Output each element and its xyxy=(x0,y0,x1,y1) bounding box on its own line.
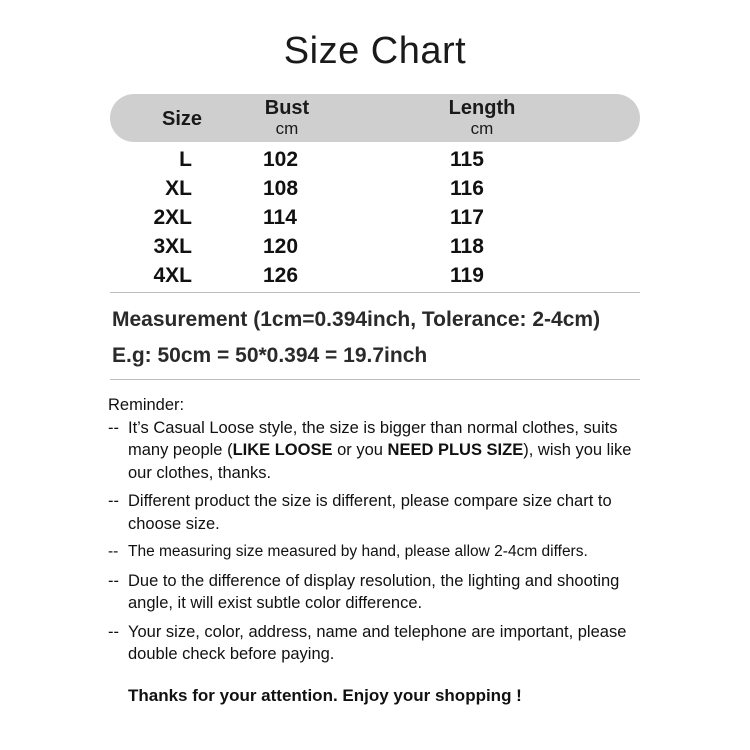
reminder-item xyxy=(108,541,648,564)
bullet-dash: -- xyxy=(108,418,119,437)
header-length xyxy=(430,96,534,138)
divider-bottom xyxy=(110,379,640,380)
bullet-dash: -- xyxy=(108,622,119,641)
table-row xyxy=(0,175,750,204)
size-cell: XL xyxy=(165,177,192,200)
thanks-message: Thanks for your attention. Enjoy your shopping ! xyxy=(128,686,522,705)
reminder-heading: Reminder: xyxy=(108,396,185,414)
bust-cell: 126 xyxy=(263,264,299,287)
reminder-text: or you xyxy=(332,441,388,459)
bullet-dash: -- xyxy=(108,492,119,510)
reminder-item xyxy=(108,490,648,535)
bust-cell: 108 xyxy=(263,177,299,200)
bullet-dash: -- xyxy=(108,571,119,590)
table-row xyxy=(0,146,750,175)
table-row xyxy=(0,233,750,262)
table-row xyxy=(0,204,750,233)
reminder-text: The measuring size measured by hand, please allow 2-4cm differs. xyxy=(128,543,588,560)
size-table-body xyxy=(0,146,750,291)
reminder-item xyxy=(108,570,648,615)
header-length-label: Length xyxy=(448,97,516,119)
header-size xyxy=(150,106,214,132)
reminder-emphasis: LIKE LOOSE xyxy=(232,441,333,459)
length-cell: 115 xyxy=(450,148,484,171)
divider-top xyxy=(110,292,640,293)
reminder-text: It’s Casual Loose style, the size is bigger than normal clothes, suits many people ( xyxy=(128,418,618,459)
reminder-text: Different product the size is different, please compare size chart to choose size. xyxy=(128,492,612,533)
bust-cell: 120 xyxy=(263,235,299,258)
header-bust-label: Bust xyxy=(264,97,310,119)
reminder-item xyxy=(108,621,648,666)
header-length-unit: cm xyxy=(470,119,494,138)
reminder-item xyxy=(108,417,648,485)
bust-cell: 102 xyxy=(263,148,299,171)
header-size-label: Size xyxy=(161,108,203,130)
size-cell: 2XL xyxy=(153,206,192,229)
measurement-note: Measurement (1cm=0.394inch, Tolerance: 2-4cm) xyxy=(112,308,601,331)
bullet-dash: -- xyxy=(108,543,119,560)
reminder-text: ), wish you like our clothes, thanks. xyxy=(128,441,632,482)
reminder-text: Due to the difference of display resolution, the lighting and shooting angle, it will exist subtle color difference. xyxy=(128,571,620,612)
conversion-example: E.g: 50cm = 50*0.394 = 19.7inch xyxy=(112,344,428,367)
page-title: Size Chart xyxy=(283,30,467,72)
header-bust xyxy=(245,96,329,138)
bust-cell: 114 xyxy=(263,206,297,229)
size-cell: 4XL xyxy=(153,264,192,287)
length-cell: 119 xyxy=(450,264,484,287)
table-row xyxy=(0,262,750,291)
length-cell: 117 xyxy=(450,206,484,229)
length-cell: 118 xyxy=(450,235,484,258)
reminder-section xyxy=(108,394,648,666)
length-cell: 116 xyxy=(450,177,484,200)
reminder-emphasis: NEED PLUS SIZE xyxy=(387,441,524,459)
header-bust-unit: cm xyxy=(275,119,299,138)
size-cell: L xyxy=(179,148,192,171)
size-cell: 3XL xyxy=(153,235,192,258)
reminder-text: Your size, color, address, name and telephone are important, please double check before paying. xyxy=(128,622,627,663)
